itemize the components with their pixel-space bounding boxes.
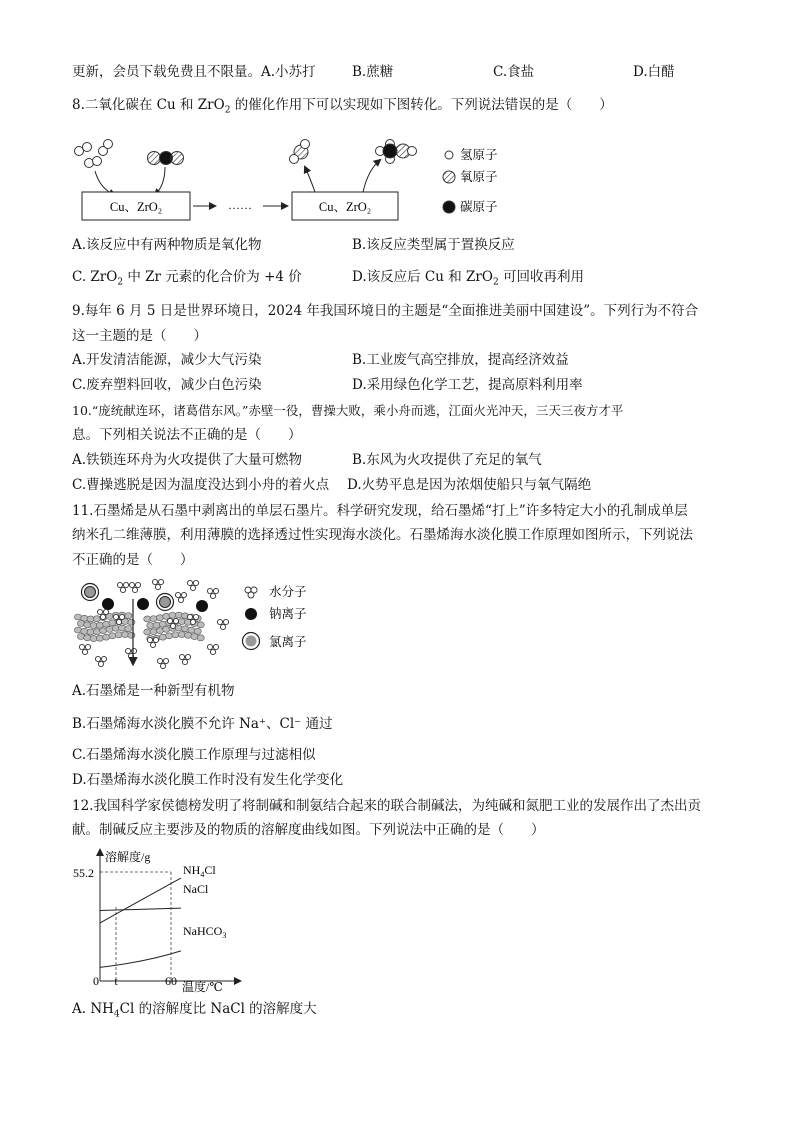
water-atom [82,649,87,654]
water-atom [213,644,218,649]
sodium-ions [102,598,208,612]
water-atom [163,658,168,663]
catalyst-box-2: Cu、ZrO₂ [318,200,372,214]
solubility-chart [70,846,260,994]
water-atom [210,593,215,598]
water-atom [170,623,175,628]
q10-stem-line-1: 10.“庞统献连环，诸葛借东风。”赤壁一役，曹操大败，乘小舟而逃，江面火光冲天，三天三夜方才平 [72,403,624,418]
water-atom [190,619,195,624]
q12-stem-line-1: 12.我国科学家侯德榜发明了将制碱和制氨结合起来的联合制碱法，为纯碱和氮肥工业的发展作出了杰出贡 [72,798,701,814]
water-atom [100,614,105,619]
y-tick-55-2: 55.2 [73,866,94,880]
water-atom [157,658,162,663]
water-atom [193,614,198,619]
water-atom [131,648,136,653]
methanol-molecule-out [376,140,417,164]
q11-option-a: A.石墨烯是一种新型有机物 [72,683,235,699]
water-atom [101,656,106,661]
q11-stem-line-1: 11.石墨烯是从石墨中剥离出的单层石墨片。科学研究发现，给石墨烯“打上”许多特定大小的孔制成单层 [72,503,688,519]
water-atom [113,614,118,619]
q11-option-d: D.石墨烯海水淡化膜工作时没有发生化学变化 [72,772,344,788]
water-atom [119,614,124,619]
svg-text:氯离子: 氯离子 [269,635,307,649]
series-label-nacl: NaCl [183,882,209,896]
graphene-membrane [74,612,204,641]
y-axis-label: 溶解度/g [105,850,151,864]
option-c: C.食盐 [493,64,535,80]
water-atom [182,659,187,664]
q12-option-a: A. $NH_4Cl$ 的溶解度比 NaCl 的溶解度大 [72,1001,317,1020]
water-atom [223,619,228,624]
q11-membrane-diagram [70,577,350,669]
membrane-cell [128,632,135,638]
water-atom [158,579,163,584]
membrane-cell [128,619,135,625]
membrane-cell [197,622,204,628]
q9-option-a: A.开发清洁能源，减少大气污染 [72,352,262,368]
q8-option-c: C. ZrO$_2$ 中 Zr 元素的化合价为 +4 价 [72,269,302,288]
water-atom [207,644,212,649]
x-tick-0: 0 [93,974,99,988]
water-atom [179,654,184,659]
water-atom [187,580,192,585]
x-tick-60: 60 [165,974,177,988]
tail-text: 更新，会员下载免费且不限量。 [72,64,261,80]
q11-stem-line-3: 不正确的是（ ） [72,552,194,568]
option-b: B.蔗糖 [352,64,394,80]
water-atom [147,637,152,642]
water-molecule-out [290,140,310,164]
water-atom [153,637,158,642]
water-atom [187,614,192,619]
water-atom [173,618,178,623]
water-atom [120,587,125,592]
prev-question-tail [72,63,316,81]
option-a: A.小苏打 [261,64,316,80]
water-atom [175,592,180,597]
membrane-cell [125,613,132,619]
water-atom [190,585,195,590]
svg-text:碳原子: 碳原子 [460,200,498,214]
water-atom [160,663,165,668]
q10-option-d: D.火势平息是因为浓烟使船只与氧气隔绝 [347,477,592,493]
water-atom [150,642,155,647]
q9-option-c: C.废弃塑料回收，减少白色污染 [72,377,262,393]
water-atom [185,654,190,659]
water-atom [98,661,103,666]
water-atom [152,579,157,584]
water-atom [129,582,134,587]
water-atom [116,619,121,624]
q9-stem-line-2: 这一主题的是（ ） [72,328,207,344]
q11-option-c: C.石墨烯海水淡化膜工作原理与过滤相似 [72,747,316,763]
water-atom [117,582,122,587]
hydrogen-molecules [75,140,113,168]
membrane-cell [197,635,204,641]
water-atom [123,582,128,587]
water-atom [193,580,198,585]
series-label-nh4cl: $NH_4Cl$ [183,863,216,879]
water-atom [217,619,222,624]
co2-molecule-in [148,152,184,165]
q11-legend [245,587,257,598]
q8-stem: 8.二氧化碳在 Cu 和 ZrO$_2$ 的催化作用下可以实现如下图转化。下列说法错误的是（ ） [72,97,613,116]
q11-stem-line-2: 纳米孔二维薄膜，利用薄膜的选择透过性实现海水淡化。石墨烯海水淡化膜工作原理如图所示，下列说法 [72,527,693,543]
series-line-nahco3 [100,951,181,968]
water-atom [125,648,130,653]
water-atom [213,588,218,593]
q8-option-a: A.该反应中有两种物质是氧化物 [72,237,262,253]
q9-stem-line-1: 9.每年 6 月 5 日是世界环境日，2024 年我国环境日的主题是“全面推进美丽中国建设”。下列行为不符合 [72,303,699,319]
water-atom [135,582,140,587]
water-atom [167,618,172,623]
water-atom [155,584,160,589]
svg-text:水分子: 水分子 [269,585,307,599]
water-atom [181,592,186,597]
water-atom [97,609,102,614]
q9-option-b: B.工业废气高空排放，提高经济效益 [352,352,569,368]
q9-option-d: D.采用绿色化学工艺，提高原料利用率 [352,377,583,393]
q10-option-c: C.曹操逃脱是因为温度没达到小舟的着火点 [72,477,330,493]
q8-legend [443,148,498,214]
x-tick-t: t [114,974,118,988]
water-atom [220,624,225,629]
svg-text:氢原子: 氢原子 [460,148,498,162]
water-atom [79,644,84,649]
q8-option-d: D.该反应后 Cu 和 ZrO$_2$ 可回收再利用 [352,269,584,288]
water-atom [85,644,90,649]
water-atom [207,588,212,593]
water-atom [132,587,137,592]
option-d: D.白醋 [633,64,675,80]
membrane-cell [125,626,132,632]
x-axis-label: 温度/℃ [182,980,223,994]
q10-option-a: A.铁锁连环舟为火攻提供了大量可燃物 [72,452,303,468]
svg-text:……: …… [228,198,252,212]
series-label-nahco3: NaHCO$_3$ [183,924,227,940]
series-line-nh4cl [100,878,181,923]
q10-option-b: B.东风为火攻提供了充足的氧气 [352,452,542,468]
q10-stem-line-2: 息。下列相关说法不正确的是（ ） [72,427,302,443]
q11-option-b: B.石墨烯海水淡化膜不允许 Na⁺、Cl⁻ 通过 [72,716,333,732]
catalyst-box-1: Cu、ZrO₂ [109,200,163,214]
water-atom [103,609,108,614]
q8-option-b: B.该反应类型属于置换反应 [352,237,515,253]
q12-stem-line-2: 献。制碱反应主要涉及的物质的溶解度曲线如图。下列说法中正确的是（ ） [72,822,545,838]
series-line-nacl [100,908,181,910]
svg-text:氧原子: 氧原子 [460,170,498,184]
q8-reaction-diagram [70,135,520,230]
water-atom [210,649,215,654]
svg-text:钠离子: 钠离子 [269,607,307,621]
water-atom [178,597,183,602]
water-atom [95,656,100,661]
